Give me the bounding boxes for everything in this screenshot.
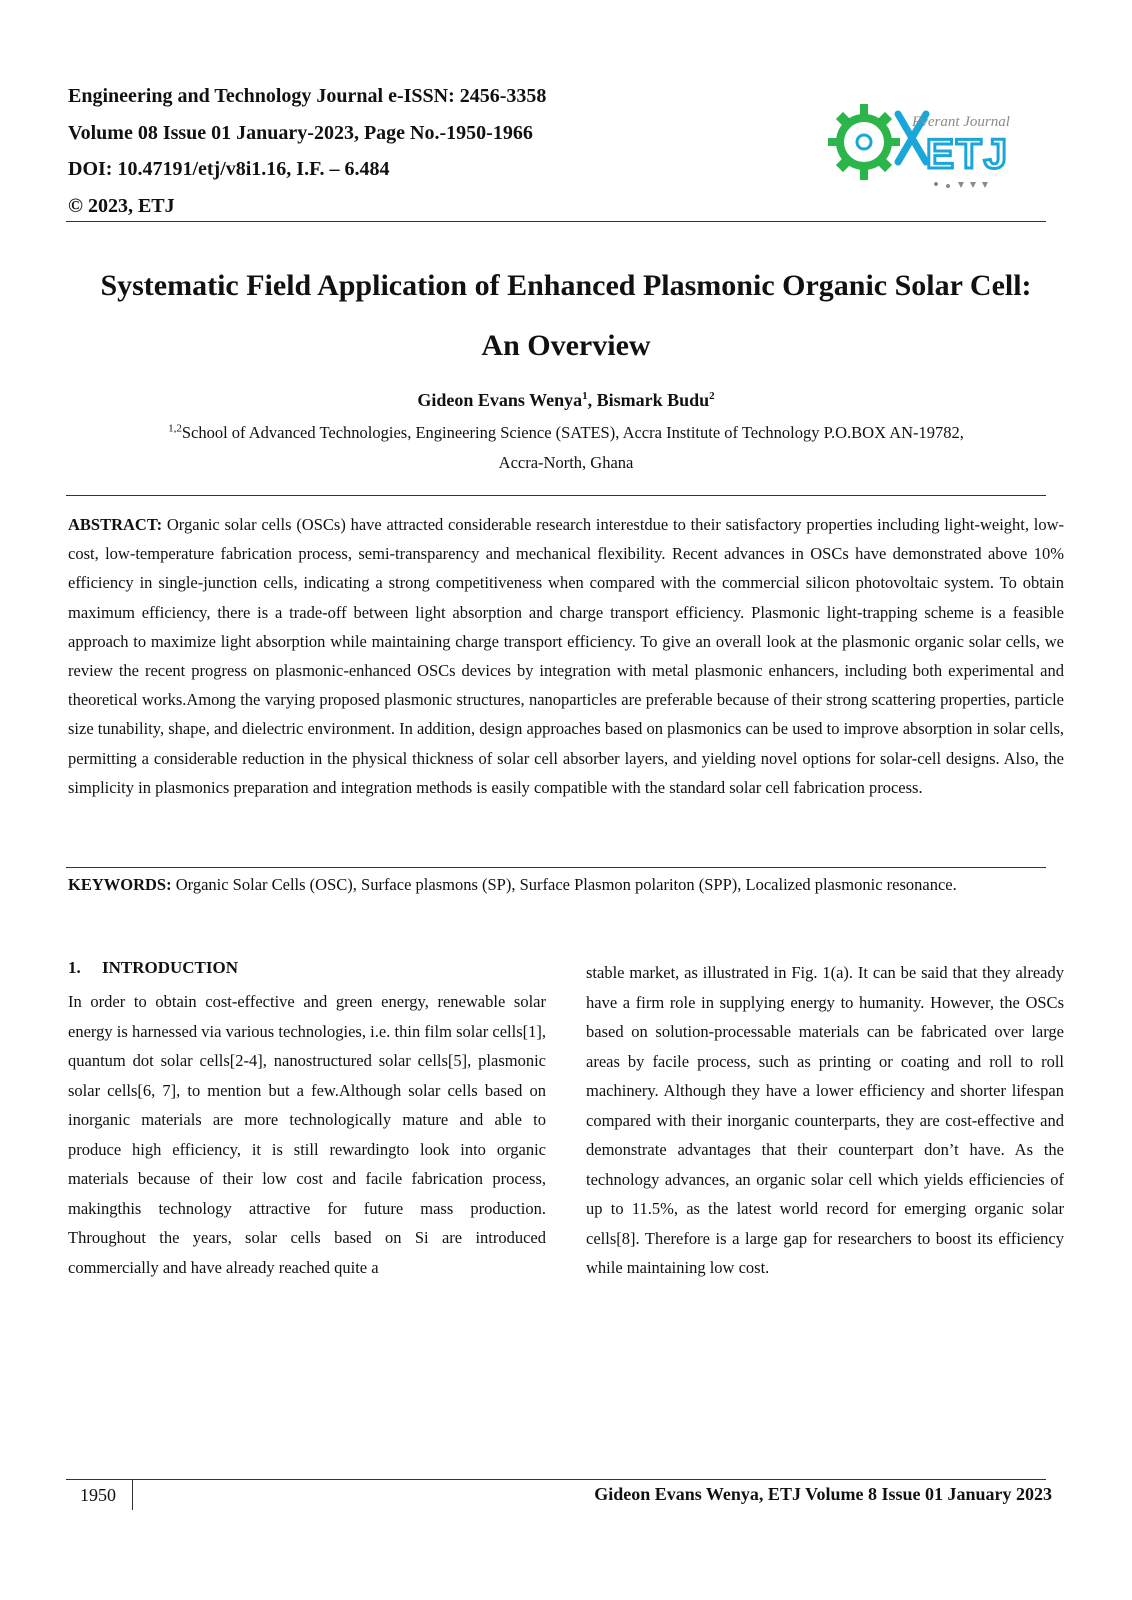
section-number: 1. <box>68 958 81 977</box>
running-footer: Gideon Evans Wenya, ETJ Volume 8 Issue 01 January 2023 <box>594 1484 1052 1504</box>
keywords-top-rule <box>66 867 1046 868</box>
page-number: 1950 <box>80 1485 116 1505</box>
journal-header <box>68 78 546 224</box>
paper-title-line2: An Overview <box>481 329 651 362</box>
abstract-top-rule <box>66 495 1046 496</box>
section-title: INTRODUCTION <box>102 958 239 977</box>
abstract-text: Organic solar cells (OSCs) have attracted considerable research interestdue to their satisfactory properties including light-weight, low-cost, low-temperature fabrication process, semi-transparency and mechanical flexibility. Recent advances in OSCs have demonstrated above 10% efficiency in single-junction cells, indicating a strong competitiveness when compared with the commercial silicon photovoltaic system. To obtain maximum efficiency, there is a trade-off between light absorption and charge transport efficiency. Plasmonic light-trapping scheme is a feasible approach to maximize light absorption while maintaining charge transport efficiency. To give an overall look at the plasmonic organic solar cells, we review the recent progress on plasmonic-enhanced OSCs devices by integration with metal plasmonic enhancers, including both experimental and theoretical works.Among the varying proposed plasmonic structures, nanoparticles are preferable because of their strong scattering properties, particle size tunability, shape, and dielectric environment. In addition, design approaches based on plasmonics can be used to improve absorption in solar cells, permitting a considerable reduction in the physical thickness of solar cell absorber layers, and yielding novel options for solar-cell designs. Also, the simplicity in plasmonics preparation and integration methods is easily compatible with the standard solar cell fabrication process. <box>68 515 1064 797</box>
journal-issn: Engineering and Technology Journal e-ISSN: 2456-3358 <box>68 85 547 107</box>
gear-icon <box>828 104 900 180</box>
author-sup: 2 <box>709 390 715 402</box>
body-column-right: stable market, as illustrated in Fig. 1(a). It can be said that they already have a firm role in supplying energy to humanity. However, the OSCs based on solution-processable materials can be fabricated over large areas by facile process, such as printing or coating and roll to roll machinery. Although they have a lower efficiency and shorter lifespan compared with their inorganic counterparts, they are cost-effective and demonstrate advantages that their counterpart don’t have. As the technology advances, an organic solar cell which yields efficiencies of up to 11.5%, as the latest world record for emerging organic solar cells[8]. Therefore is a large gap for researchers to boost its efficiency while maintaining low cost. <box>586 963 1064 1277</box>
abstract-label: ABSTRACT: <box>68 515 163 534</box>
keywords-text: Organic Solar Cells (OSC), Surface plasmons (SP), Surface Plasmon polariton (SPP), Localized plasmonic resonance. <box>171 875 957 894</box>
journal-copyright: © 2023, ETJ <box>68 194 175 217</box>
paper-title-line1: Systematic Field Application of Enhanced Plasmonic Organic Solar Cell: <box>100 269 1032 302</box>
affiliation <box>90 418 1042 478</box>
affiliation-sup: 1,2 <box>168 422 182 435</box>
author-separator: , <box>587 390 597 410</box>
footer-separator <box>132 1480 133 1510</box>
affiliation-line2: Accra-North, Ghana <box>498 453 634 472</box>
journal-volume: Volume 08 Issue 01 January-2023, Page No.-1950-1966 <box>68 121 533 144</box>
keywords <box>68 870 1064 899</box>
logo-mark: ETJ <box>926 130 1010 177</box>
journal-doi: DOI: 10.47191/etj/v8i1.16, I.F. – 6.484 <box>68 158 390 180</box>
affiliation-line1: School of Advanced Technologies, Engineering Science (SATES), Accra Institute of Technology P.O.BOX AN-19782, <box>181 423 964 442</box>
author-list <box>0 390 1132 411</box>
body-column-left: In order to obtain cost-effective and green energy, renewable solar energy is harnessed via various technologies, i.e. thin film solar cells[1], quantum dot solar cells[2-4], nanostructured solar cells[5], plasmonic solar cells[6, 7], to mention but a few.Although solar cells based on inorganic materials are more technologically mature and able to produce high efficiency, it is still rewardingto look into organic materials because of their low cost and facile fabrication process, makingthis technology attractive for future mass production. Throughout the years, solar cells based on Si are introduced commercially and have already reached quite a <box>68 992 546 1277</box>
footer-rule <box>66 1479 1046 1480</box>
abstract <box>68 510 1064 802</box>
paper-title <box>60 256 1072 376</box>
keywords-label: KEYWORDS: <box>68 875 172 894</box>
author-sup: 1 <box>582 390 588 402</box>
header-rule <box>66 221 1046 222</box>
author-name: Bismark Budu <box>596 390 710 410</box>
etj-logo <box>826 92 1038 200</box>
section-heading <box>68 958 238 978</box>
author-name: Gideon Evans Wenya <box>417 390 583 410</box>
logo-caption: Everant Journal <box>912 114 1010 130</box>
